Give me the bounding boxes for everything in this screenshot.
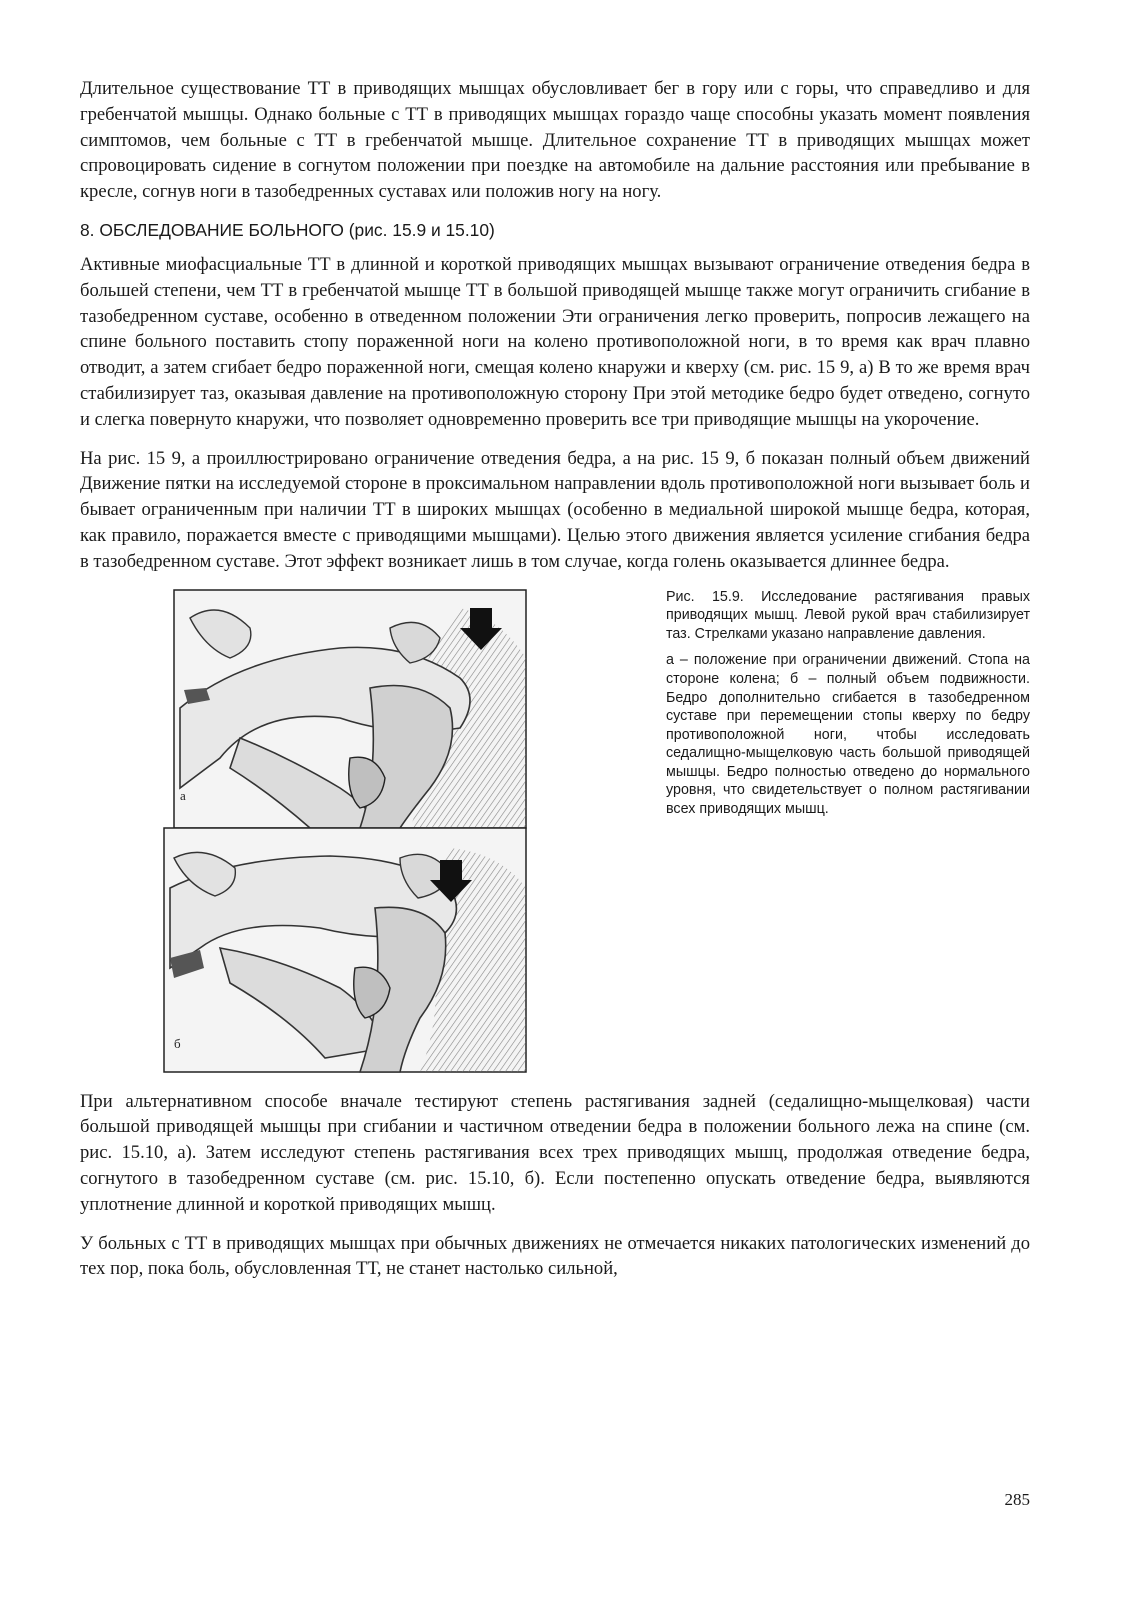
paragraph-examination: Активные миофасциальные ТТ в длинной и короткой приводящих мышцах вызывают ограничение отведения бедра в большей степени, чем ТТ в гребенчатой мышце ТТ в большой приводящей мышце также могут ограничить сгибание в тазобедренном суставе, особенно в отведенном положении Эти ограничения легко проверить, попросив лежащего на спине больного поставить стопу пораженной ноги на колено противоположной ноги, в то время как врач плавно отводит, а затем сгибает бедро пораженной ноги, смещая колено кнаружи и кверху (см. рис. 15 9, а) В то же время врач стабилизирует таз, оказывая давление на противоположную сторону При этой методике бедро будет отведено, согнуто и слегка повернуто кнаружи, что позволяет одновременно проверить все три приводящие мышцы на укорочение. [80,253,1030,430]
panel-b [164,828,526,1072]
panel-a-label: а [180,787,186,803]
caption-title: Рис. 15.9. Исследование растягивания правых приводящих мышц. Левой рукой врач стабилизирует таз. Стрелками указано направление давления. [666,588,1030,642]
panel-a [174,590,526,828]
figure-drawing [160,588,572,1075]
page-content [80,76,1030,1295]
page-number: 285 [1004,1490,1030,1509]
figure-caption [666,588,1030,827]
figure-illustration [160,588,572,1075]
section-heading: 8. ОБСЛЕДОВАНИЕ БОЛЬНОГО (рис. 15.9 и 15.10) [80,219,495,240]
caption-body: а – положение при ограничении движений. Стопа на стороне колена; б – полный объем подвижности. Бедро дополнительно сгибается в тазобедренном суставе при перемещении стопы кверху по бедру противоположной ноги, чтобы исследовать седалищно-мыщелковую часть большой приводящей мышцы. Бедро полностью отведено до нормального уровня, что свидетельствует о полном растягивании всех приводящих мышц. [666,652,1030,818]
paragraph-continuation: У больных с ТТ в приводящих мышцах при обычных движениях не отмечается никаких патологических изменений до тех пор, пока боль, обусловленная ТТ, не станет настолько сильной, [80,1232,1030,1280]
paragraph-alternative-method: При альтернативном способе вначале тестируют степень растягивания задней (седалищно-мыщелковая) части большой приводящей мышцы при сгибании и частичном отведении бедра в положении больного лежа на спине (см. рис. 15.10, а). Затем исследуют степень растягивания всех трех приводящих мышц, продолжая отведение бедра, согнутого в тазобедренном суставе (см. рис. 15.10, б). Если постепенно опускать отведение бедра, выявляются уплотнение длинной и короткой приводящих мышц. [80,1090,1030,1215]
paragraph-intro: Длительное существование ТТ в приводящих мышцах обусловливает бег в гору или с горы, что справедливо и для гребенчатой мышцы. Однако больные с ТТ в приводящих мышцах гораздо чаще способны указать момент появления симптомов, чем больные с ТТ в гребенчатой мышце. Длительное сохранение ТТ в приводящих мышцах может спровоцировать сидение в согнутом положении при поездке на автомобиле на дальние расстояния или пребывание в кресле, согнув ноги в тазобедренных суставах или положив ногу на ногу. [80,78,1030,203]
paragraph-figure-description: На рис. 15 9, а проиллюстрировано ограничение отведения бедра, а на рис. 15 9, б показан полный объем движений Движение пятки на исследуемой стороне в проксимальном направлении вдоль противоположной ноги вызывает боль и бывает ограниченным при наличии ТТ в широких мышцах (особенно в медиальной широкой мышце бедра, которая, как правило, поражается вместе с приводящими мышцами). Целью этого движения является усиление сгибания бедра в тазобедренном суставе. Этот эффект возникает лишь в том случае, когда голень оказывается длиннее бедра. [80,447,1030,572]
panel-b-label: б [174,1035,181,1051]
figure-15-9 [80,588,1030,1075]
